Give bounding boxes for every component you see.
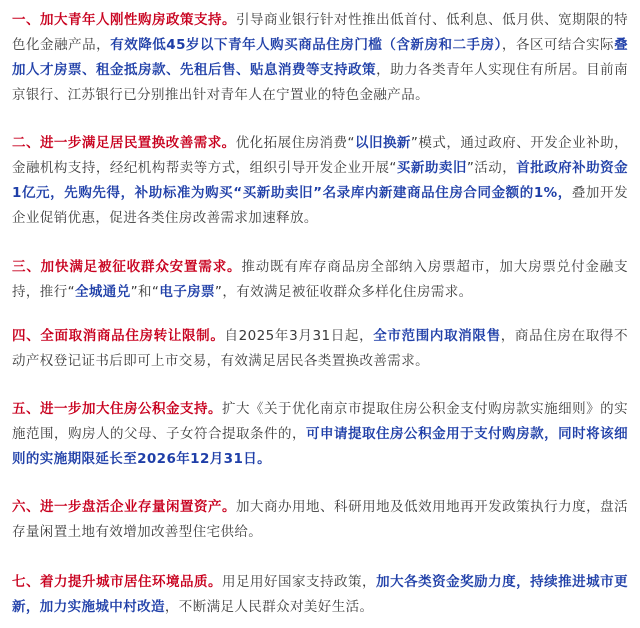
policy-item-3 <box>12 255 628 305</box>
body-text: 扩大《关于优化南京市提取住房公积金支付购房款实施细则》的实施范围，购房人的父母、子女符合提取条件的， <box>12 401 628 442</box>
body-text: ”模式，通过政府、开发企业补助，金融机构支持，经纪机构帮卖等方式，组织引导开发企业开展“ <box>12 135 628 176</box>
body-text: ，商品住房在取得不动产权登记证书后即可上市交易，有效满足居民各类置换改善需求。 <box>12 328 629 369</box>
highlight-text: 叠加人才房票、租金抵房款、先租后售、贴息消费等支持政策 <box>12 37 628 78</box>
item-heading: 二、进一步满足居民置换改善需求。 <box>12 135 236 151</box>
policy-item-7 <box>12 570 628 620</box>
body-text: ”活动， <box>466 160 517 176</box>
body-text: 叠加开发企业促销优惠，促进各类住房改善需求加速释放。 <box>12 185 628 226</box>
highlight-text: 可申请提取住房公积金用于支付购房款，同时将该细则的实施期限延长至2026年12月31日。 <box>12 426 628 467</box>
body-text: ”和“ <box>130 284 160 300</box>
highlight-text: 全城通兑 <box>75 284 131 300</box>
item-heading: 五、进一步加大住房公积金支持。 <box>12 401 223 417</box>
highlight-text: 以旧换新 <box>354 135 411 151</box>
highlight-text: 电子房票 <box>159 284 215 300</box>
body-text: 用足用好国家支持政策， <box>222 574 377 590</box>
body-text: ”，有效满足被征收群众多样化住房需求。 <box>214 284 473 300</box>
policy-item-5 <box>12 397 628 472</box>
highlight-text: 全市范围内取消限售 <box>373 328 501 344</box>
highlight-text: 买新助卖旧 <box>396 160 467 176</box>
highlight-text: 有效降低45岁以下青年人购买商品住房门槛（含新房和二手房） <box>110 37 502 53</box>
body-text: ，各区可结合实际 <box>501 37 615 53</box>
body-text: 自2025年3月31日起， <box>224 328 374 344</box>
body-text: 优化拓展住房消费“ <box>235 135 355 151</box>
body-text: 加大商办用地、科研用地及低效用地再开发政策执行力度，盘活存量闲置土地有效增加改善型住宅供给。 <box>12 499 629 540</box>
item-heading: 一、加大青年人刚性购房政策支持。 <box>12 12 237 28</box>
highlight-text: 加大各类资金奖励力度，持续推进城市更新，加力实施城中村改造 <box>12 574 628 615</box>
body-text: ，助力各类青年人实现住有所居。目前南京银行、江苏银行已分别推出针对青年人在宁置业的特色金融产品。 <box>12 62 628 103</box>
item-heading: 七、着力提升城市居住环境品质。 <box>12 574 223 590</box>
body-text: ，不断满足人民群众对美好生活。 <box>164 599 374 615</box>
body-text: 引导商业银行针对性推出低首付、低利息、低月供、宽期限的特色化金融产品， <box>12 12 629 53</box>
item-heading: 三、加快满足被征收群众安置需求。 <box>12 259 242 275</box>
policy-item-2 <box>12 131 628 231</box>
highlight-text: 首批政府补助资金1亿元，先购先得，补助标准为购买“买新助卖旧”名录库内新建商品住房合同金额的1%， <box>12 160 629 201</box>
policy-item-4 <box>12 324 628 374</box>
policy-item-1 <box>12 8 628 108</box>
policy-item-6 <box>12 495 628 545</box>
body-text: 推动既有库存商品房全部纳入房票超市，加大房票兑付金融支持，推行“ <box>12 259 628 300</box>
item-heading: 六、进一步盘活企业存量闲置资产。 <box>12 499 237 515</box>
item-heading: 四、全面取消商品住房转让限制。 <box>12 328 225 344</box>
